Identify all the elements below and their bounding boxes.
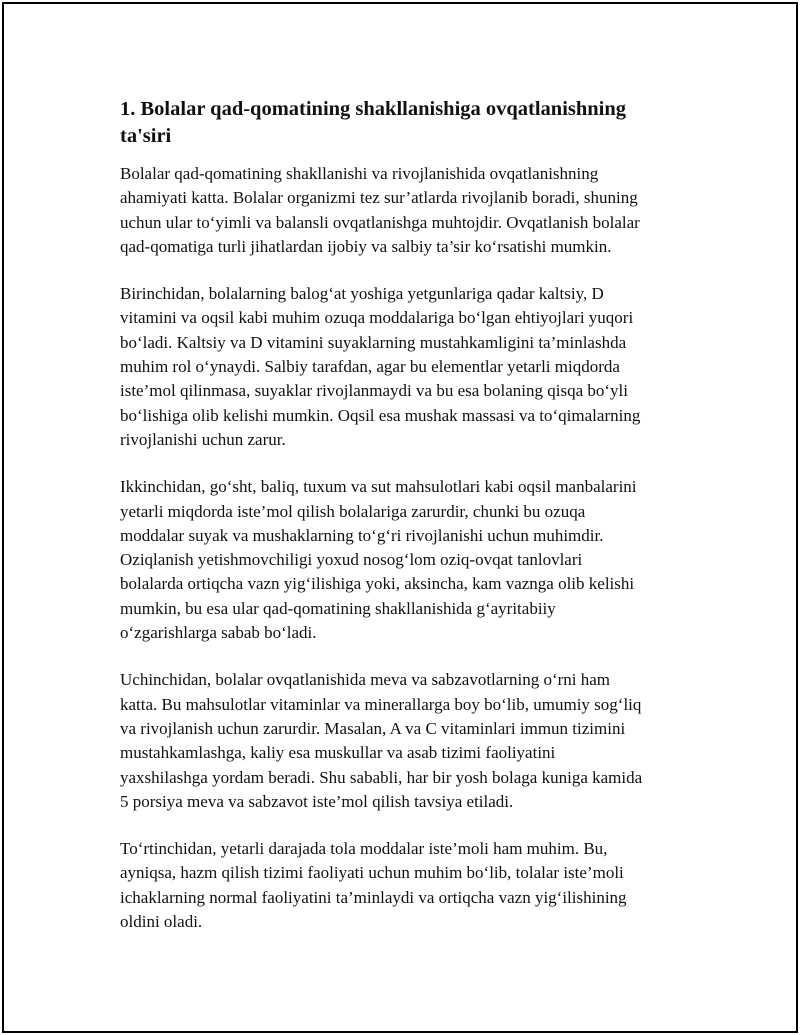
text-line: oldini oladi.: [120, 912, 203, 932]
text-line: 5 porsiya meva va sabzavot iste’mol qilish tavsiya etiladi.: [120, 791, 514, 811]
text-line: qad-qomatiga turli jihatlardan ijobiy va salbiy ta’sir ko‘rsatishi mumkin.: [120, 236, 612, 256]
heading-line: ta'siri: [120, 125, 172, 147]
text-line: moddalar suyak va mushaklarning to‘g‘ri rivojlanishi uchun muhimdir.: [120, 525, 604, 545]
text-line: rivojlanishi uchun zarur.: [120, 429, 286, 449]
text-line: yaxshilashga yordam beradi. Shu sababli, har bir yosh bolaga kuniga kamida: [120, 767, 643, 787]
text-line: uchun ular to‘yimli va balansli ovqatlanishga muhtojdir. Ovqatlanish bolalar: [120, 212, 640, 232]
text-line: o‘zgarishlarga sabab bo‘ladi.: [120, 623, 317, 643]
text-line: muhim rol o‘ynaydi. Salbiy tarafdan, agar bu elementlar yetarli miqdorda: [120, 357, 620, 377]
text-line: Oziqlanish yetishmovchiligi yoxud nosog‘lom oziq-ovqat tanlovlari: [120, 550, 583, 570]
text-line: vitamini va oqsil kabi muhim ozuqa moddalariga bo‘lgan ehtiyojlari yuqori: [120, 308, 634, 328]
text-line: katta. Bu mahsulotlar vitaminlar va minerallarga boy bo‘lib, umumiy sog‘liq: [120, 694, 642, 714]
text-line: mustahkamlashga, kaliy esa muskullar va asab tizimi faoliyatini: [120, 743, 556, 763]
text-line: Birinchidan, bolalarning balog‘at yoshiga yetgunlariga qadar kaltsiy, D: [120, 284, 604, 304]
text-line: bo‘ladi. Kaltsiy va D vitamini suyaklarning mustahkamligini ta’minlashda: [120, 332, 627, 352]
text-line: iste’mol qilinmasa, suyaklar rivojlanmaydi va bu esa bolaning qisqa bo‘yli: [120, 381, 629, 401]
text-line: Bolalar qad-qomatining shakllanishi va rivojlanishida ovqatlanishning: [120, 164, 599, 183]
text-line: Ikkinchidan, go‘sht, baliq, tuxum va sut mahsulotlari kabi oqsil manbalarini: [120, 477, 637, 497]
text-line: bo‘lishiga olib kelishi mumkin. Oqsil esa mushak massasi va to‘qimalarning: [120, 405, 641, 425]
text-line: To‘rtinchidan, yetarli darajada tola moddalar iste’moli ham muhim. Bu,: [120, 839, 608, 859]
paragraph-first: [120, 282, 694, 452]
text-line: yetarli miqdorda iste’mol qilish bolalariga zarurdir, chunki bu ozuqa: [120, 501, 586, 521]
paragraph-third: [120, 668, 694, 814]
paragraph-second: [120, 475, 694, 645]
heading-line: 1. Bolalar qad-qomatining shakllanishiga ovqatlanishning: [120, 98, 627, 120]
document-body: [120, 96, 694, 957]
text-line: va rivojlanish uchun zarurdir. Masalan, A va C vitaminlari immun tizimini: [120, 718, 626, 738]
text-line: bolalarda ortiqcha vazn yig‘ilishiga yoki, aksincha, kam vaznga olib kelishi: [120, 574, 635, 594]
section-heading: [120, 96, 694, 150]
text-line: mumkin, bu esa ular qad-qomatining shakllanishida g‘ayritabiiy: [120, 598, 556, 618]
page-frame: [2, 2, 798, 1033]
text-line: ahamiyati katta. Bolalar organizmi tez sur’atlarda rivojlanib boradi, shuning: [120, 188, 638, 208]
paragraph-fourth: [120, 837, 694, 934]
text-line: Uchinchidan, bolalar ovqatlanishida meva va sabzavotlarning o‘rni ham: [120, 670, 611, 690]
paragraph-intro: [120, 162, 694, 259]
text-line: ichaklarning normal faoliyatini ta’minlaydi va ortiqcha vazn yig‘ilishining: [120, 887, 627, 907]
text-line: ayniqsa, hazm qilish tizimi faoliyati uchun muhim bo‘lib, tolalar iste’moli: [120, 863, 624, 883]
